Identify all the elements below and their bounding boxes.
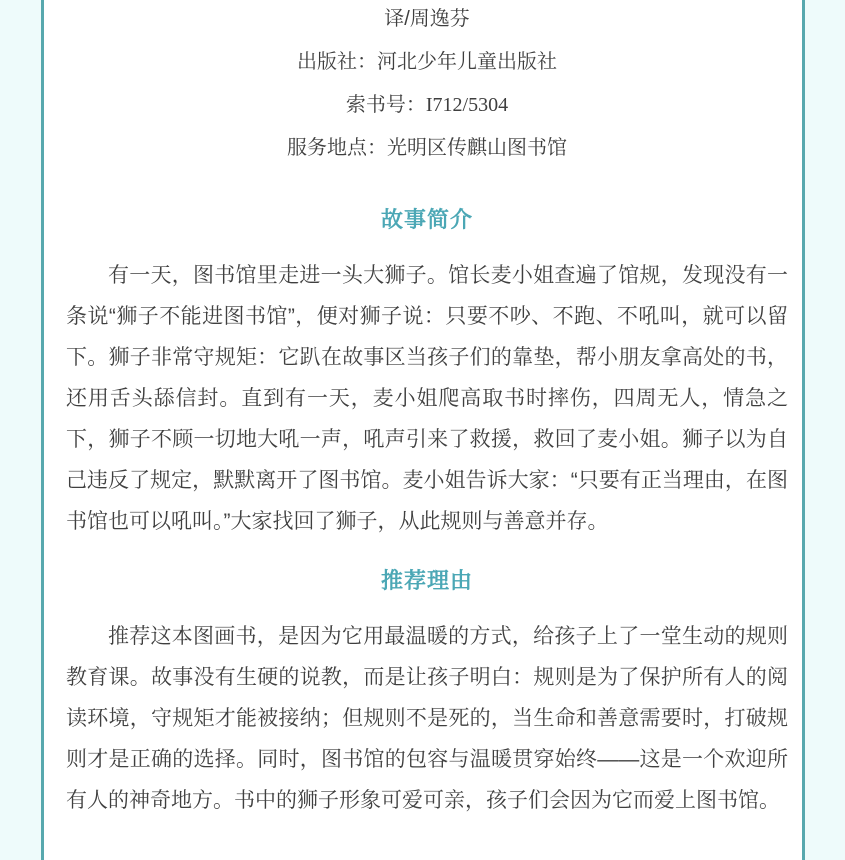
recommendation-paragraph: 推荐这本图画书，是因为它用最温暖的方式，给孩子上了一堂生动的规则教育课。故事没有生硬的说教，而是让孩子明白：规则是为了保护所有人的阅读环境，守规矩才能被接纳；但规则不是死的，当生命和善意需要时，打破规则才是正确的选择。同时，图书馆的包容与温暖贯穿始终——这是一个欢迎所有人的神奇地方。书中的狮子形象可爱可亲，孩子们会因为它而爱上图书馆。 [66,625,788,812]
story-intro-title: 故事简介 [380,207,473,232]
story-intro-paragraph: 有一天，图书馆里走进一头大狮子。馆长麦小姐查遍了馆规，发现没有一条说“狮子不能进图书馆”，便对狮子说：只要不吵、不跑、不吼叫，就可以留下。狮子非常守规矩：它趴在故事区当孩子们的靠垫，帮小朋友拿高处的书，还用舌头舔信封。直到有一天，麦小姐爬高取书时摔伤，四周无人，情急之下，狮子不顾一切地大吼一声，吼声引来了救援，救回了麦小姐。狮子以为自己违反了规定，默默离开了图书馆。麦小姐告诉大家：“只要有正当理由，在图书馆也可以吼叫。”大家找回了狮子，从此规则与善意并存。 [66,264,788,533]
book-call-number [66,94,788,116]
book-translator: 译/周逸芬 [384,8,470,30]
call-number-label: 索书号： [345,94,426,116]
book-info-block [66,8,788,159]
call-number-value: I712/5304 [425,94,509,116]
section-recommendation [66,566,788,821]
section-story-intro [66,205,788,542]
recommendation-title: 推荐理由 [380,568,473,593]
book-publisher: 出版社：河北少年儿童出版社 [297,51,557,73]
book-service-location: 服务地点：光明区传麒山图书馆 [287,137,567,159]
article-content [41,0,805,860]
